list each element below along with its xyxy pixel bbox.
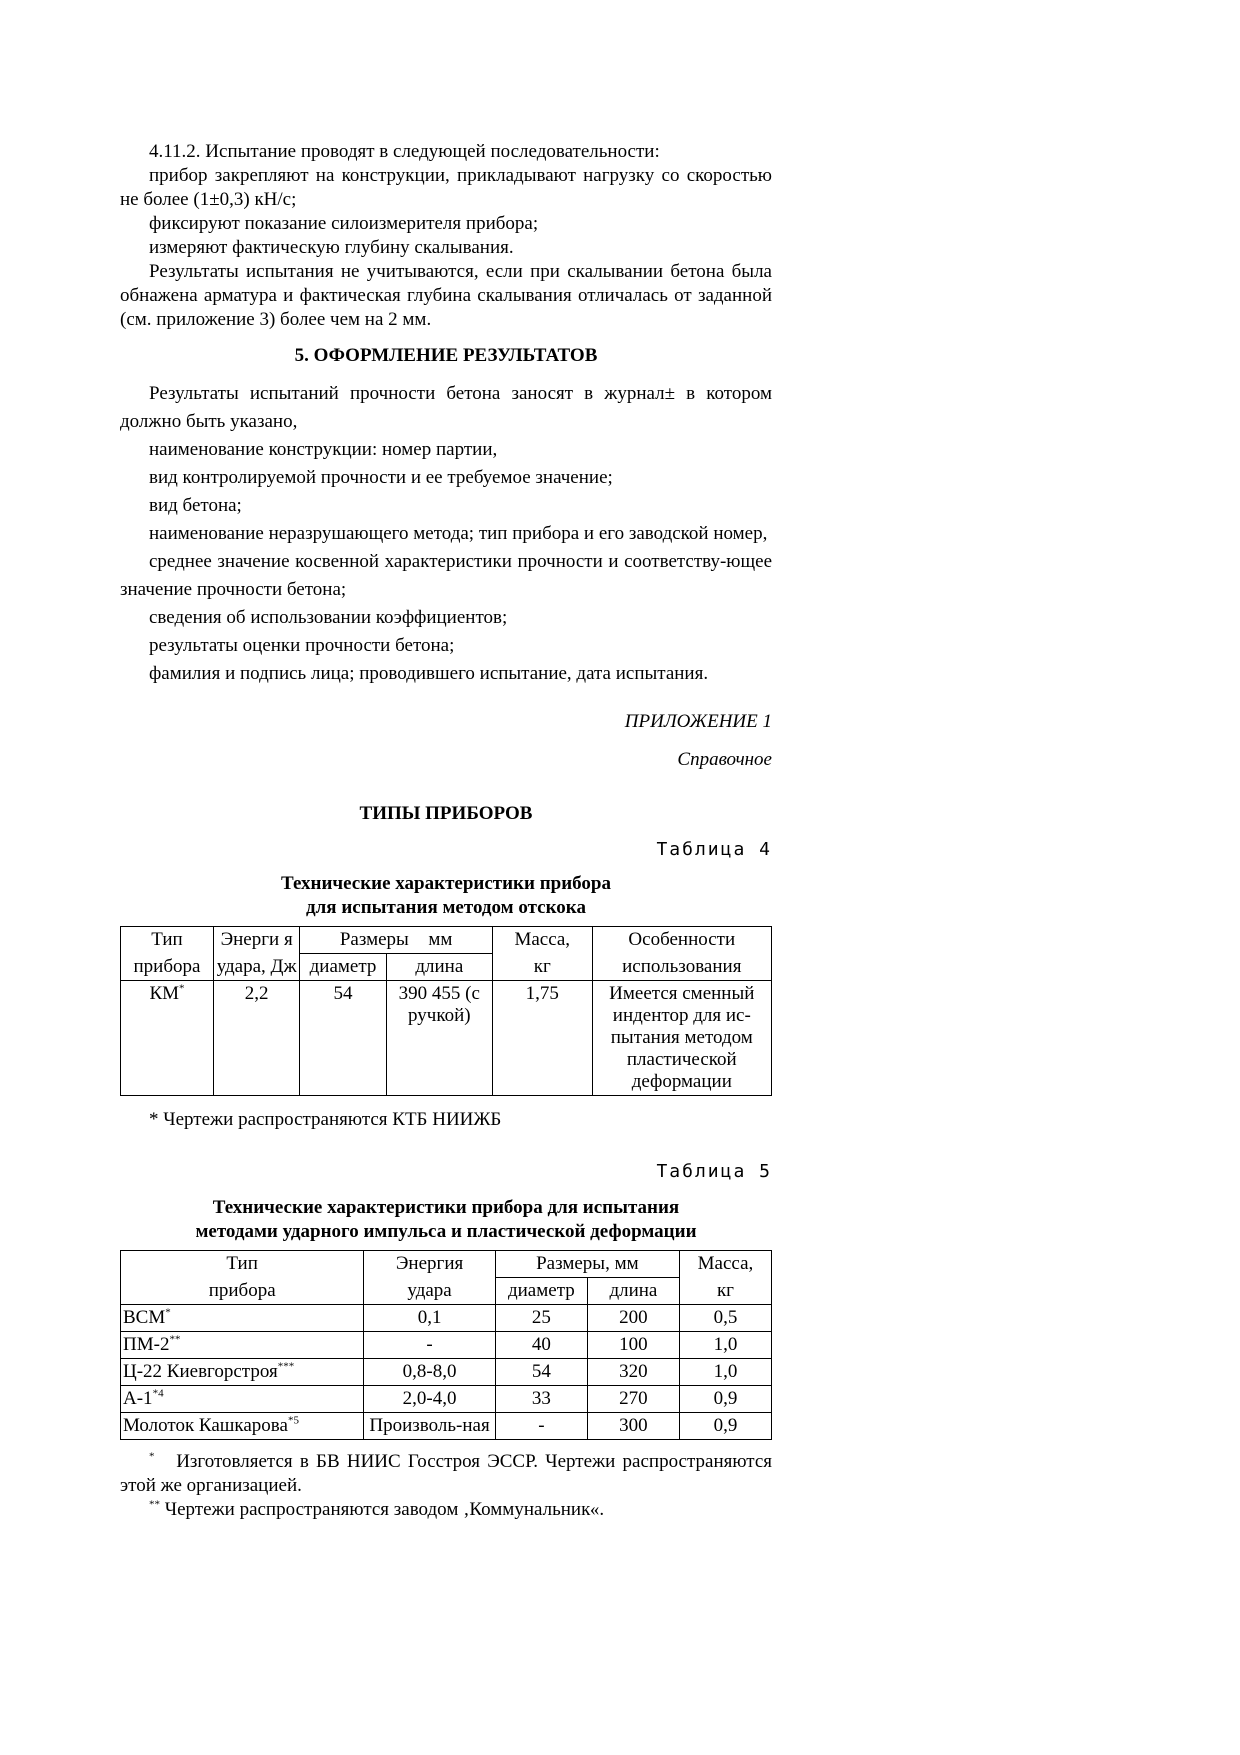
table-cell: 0,8-8,0 — [364, 1359, 496, 1386]
table-cell — [121, 1305, 364, 1332]
table-caption: методами ударного импульса и пластической деформации — [195, 1221, 697, 1242]
table-cell: 320 — [587, 1359, 679, 1386]
table-caption: Технические характеристики прибора — [281, 873, 611, 894]
table-cell: 300 — [587, 1413, 679, 1440]
device-type: КМ — [149, 983, 180, 1004]
table-header-cell: Особенности — [592, 927, 771, 954]
table-header-cell: Размеры, мм — [495, 1251, 679, 1278]
list-item: результаты оценки прочности бетона; — [149, 635, 455, 656]
table-header-cell: длина — [386, 954, 492, 981]
table-row — [121, 1332, 772, 1359]
table-header-cell: Размеры  мм — [300, 927, 493, 954]
paragraph: измеряют фактическую глубину скалывания. — [149, 237, 514, 258]
table-header-cell: Тип — [121, 927, 214, 954]
list-item: Результаты испытаний прочности бетона заносят в журнал± в котором должно быть указано, — [120, 383, 772, 432]
table-row — [121, 1305, 772, 1332]
table-header-cell: Масса, — [679, 1251, 771, 1278]
footnote-mark: * — [149, 1450, 155, 1463]
table-cell: 2,2 — [213, 981, 299, 1096]
list-item: фамилия и подпись лица; проводившего испытание, дата испытания. — [149, 663, 709, 684]
list-item: наименование неразрушающего метода; тип прибора и его заводской номер, — [149, 523, 768, 544]
paragraph: Результаты испытания не учитываются, если при скалывании бетона была обнажена арматура и фактическая глубина скалывания отличалась от заданной (см. приложение 3) более чем на 2 мм. — [120, 261, 772, 330]
table-cell — [121, 1386, 364, 1413]
footnote-mark: ** — [169, 1333, 181, 1346]
table-cell: 54 — [495, 1359, 587, 1386]
table-cell: - — [495, 1413, 587, 1440]
table-cell: 0,1 — [364, 1305, 496, 1332]
table-cell: 54 — [300, 981, 386, 1096]
list-item: вид контролируемой прочности и ее требуемое значение; — [149, 467, 613, 488]
footnote-mark: *4 — [152, 1387, 164, 1400]
table-header-cell: диаметр — [495, 1278, 587, 1305]
table-header-cell: длина — [587, 1278, 679, 1305]
footnote — [120, 1450, 772, 1498]
table-cell — [121, 981, 214, 1096]
table-row — [121, 1386, 772, 1413]
table-header-cell: кг — [679, 1278, 771, 1305]
table-cell: - — [364, 1332, 496, 1359]
footnote-mark: *5 — [287, 1414, 299, 1427]
list-item: сведения об использовании коэффициентов; — [149, 607, 508, 628]
table-cell: 25 — [495, 1305, 587, 1332]
table-cell: 0,9 — [679, 1386, 771, 1413]
paragraph: фиксируют показание силоизмерителя прибора; — [149, 213, 539, 234]
table-cell: 100 — [587, 1332, 679, 1359]
table-header-cell: Энергия — [364, 1251, 496, 1278]
table-4 — [120, 926, 772, 1096]
table-label: Таблица 5 — [656, 1161, 772, 1182]
appendix-title: ПРИЛОЖЕНИЕ 1 — [624, 711, 772, 732]
table-cell: Имеется сменный индентор для ис-пытания методом пластической деформации — [592, 981, 771, 1096]
table-header-cell: кг — [492, 954, 592, 981]
table-cell: 40 — [495, 1332, 587, 1359]
table-header-cell: Тип — [121, 1251, 364, 1278]
table-header-cell: прибора — [121, 954, 214, 981]
table-header-cell: Энерги я — [213, 927, 299, 954]
appendix-heading: ТИПЫ ПРИБОРОВ — [359, 803, 533, 824]
table-5 — [120, 1250, 772, 1440]
table-cell: 200 — [587, 1305, 679, 1332]
paragraph: 4.11.2. Испытание проводят в следующей последовательности: — [149, 141, 660, 162]
table-cell: 1,0 — [679, 1359, 771, 1386]
footnote-mark: * — [179, 982, 185, 995]
list-item: наименование конструкции: номер партии, — [149, 439, 498, 460]
table-label: Таблица 4 — [656, 839, 772, 860]
document-page — [120, 140, 772, 1522]
appendix-subtitle: Справочное — [677, 749, 772, 770]
footnote-text: Изготовляется в БВ НИИС Госстроя ЭССР. Чертежи распространяются этой же организацией. — [120, 1451, 773, 1496]
table-header-cell: диаметр — [300, 954, 386, 981]
table-header-cell: прибора — [121, 1278, 364, 1305]
table-header-cell: Масса, — [492, 927, 592, 954]
table-row — [121, 981, 772, 1096]
table-header-cell: использования — [592, 954, 771, 981]
table-cell: 33 — [495, 1386, 587, 1413]
device-type: ПМ-2 — [123, 1334, 170, 1355]
table-header-cell: удара — [364, 1278, 496, 1305]
footnote — [120, 1498, 772, 1522]
table-cell — [121, 1413, 364, 1440]
device-type: Молоток Кашкарова — [123, 1415, 288, 1436]
table-caption: для испытания методом отскока — [306, 897, 586, 918]
device-type: ВСМ — [123, 1307, 166, 1328]
list-item: вид бетона; — [149, 495, 242, 516]
table-cell: 0,9 — [679, 1413, 771, 1440]
list-item: среднее значение косвенной характеристики прочности и соответству-ющее значение прочности бетона; — [120, 551, 772, 600]
section-heading: 5. ОФОРМЛЕНИЕ РЕЗУЛЬТАТОВ — [294, 345, 598, 366]
footnote-mark: *** — [277, 1360, 295, 1373]
footnote-mark: * — [165, 1306, 171, 1319]
table-cell: 0,5 — [679, 1305, 771, 1332]
table-caption: Технические характеристики прибора для испытания — [212, 1197, 680, 1218]
table-cell — [121, 1359, 364, 1386]
device-type: А-1 — [123, 1388, 153, 1409]
table-cell: 270 — [587, 1386, 679, 1413]
footnote-mark: ** — [149, 1498, 160, 1511]
table-cell — [121, 1332, 364, 1359]
table-header-cell: удара, Дж — [213, 954, 299, 981]
results-list — [120, 380, 772, 688]
table-cell: 390 455 (с ручкой) — [386, 981, 492, 1096]
device-type: Ц-22 Киевгорстроя — [123, 1361, 278, 1382]
table-row — [121, 1413, 772, 1440]
table-cell: 1,0 — [679, 1332, 771, 1359]
table-cell: 2,0-4,0 — [364, 1386, 496, 1413]
footnote-text: Чертежи распространяются заводом ‚Коммунальник«. — [164, 1499, 605, 1520]
footnote: * Чертежи распространяются КТБ НИИЖБ — [149, 1109, 502, 1130]
table-cell: 1,75 — [492, 981, 592, 1096]
paragraph: прибор закрепляют на конструкции, прикладывают нагрузку со скоростью не более (1±0,3) кН/с; — [120, 165, 772, 210]
table-row — [121, 1359, 772, 1386]
table-cell: Произволь-ная — [364, 1413, 496, 1440]
